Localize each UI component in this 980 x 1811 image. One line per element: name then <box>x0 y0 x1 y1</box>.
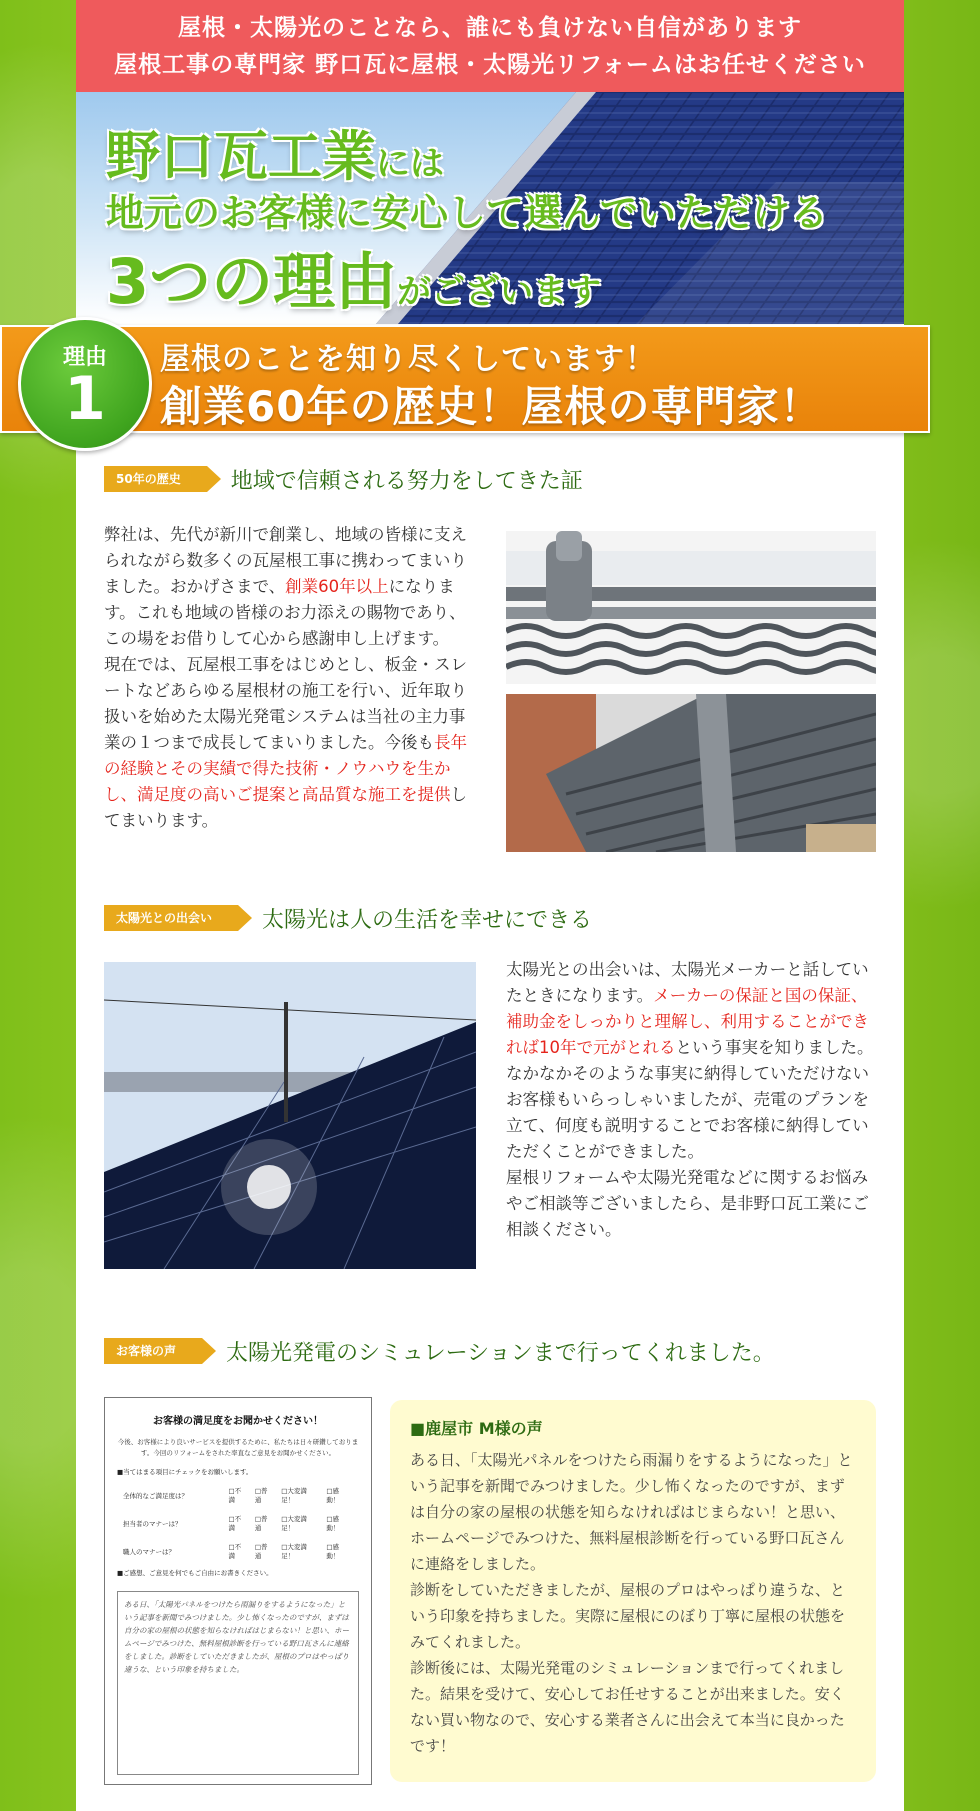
hero-subtitle: 地元のお客様に安心して選んでいただける <box>106 191 829 235</box>
hero-company: 野口瓦工業には <box>106 125 444 188</box>
customer-voice-box <box>390 1400 876 1782</box>
section-tag: 50年の歴史 <box>104 466 207 492</box>
solar-roof-photo <box>104 962 476 1269</box>
section-tag: お客様の声 <box>104 1338 202 1364</box>
voice-heading: ■鹿屋市 M様の声 <box>410 1419 543 1438</box>
card-question-row: 全体的なご満足度は？ □不満 □普通 □大変満足！ □感動！ <box>123 1487 340 1504</box>
hero-image <box>76 92 904 324</box>
section-history-header <box>104 465 583 493</box>
section-tag: 太陽光との出会い <box>104 905 238 931</box>
card-question-row: 担当者のマナーは？ □不満 □普通 □大変満足！ □感動！ <box>123 1515 340 1532</box>
section-solar-text: 太陽光との出会いは、太陽光メーカーと話していたときになります。メーカーの保証と国の保証、補助金をしっかりと理解し、利用することができれば10年で元がとれるという事実を知りました。 なかなかそのような事実に納得していただけないお客様もいらっしゃいましたが、売電のプランを立て、何度も説明することでお客様に納得していただくことができました。 屋根リフォームや太陽光発電などに関するお悩みやご相談等ございましたら、是非野口瓦工業にご相談ください。 <box>506 960 874 1239</box>
section-title: 太陽光は人の生活を幸せにできる <box>262 907 593 933</box>
reason-number: 1 <box>64 364 106 434</box>
card-question-row: 職人のマナーは？ □不満 □普通 □大変満足！ □感動！ <box>123 1543 340 1560</box>
banner-line-1: 屋根・太陽光のことなら、誰にも負けない自信があります <box>178 15 802 41</box>
card-check-label: ■当てはまる項目にチェックをお願いします。 <box>117 1468 253 1476</box>
banner-line-2: 屋根工事の専門家 野口瓦に屋根・太陽光リフォームはお任せください <box>114 52 866 78</box>
section-title: 地域で信頼される努力をしてきた証 <box>230 468 583 494</box>
reason-title-2: 創業60年の歴史！屋根の専門家！ <box>160 382 823 431</box>
section-title: 太陽光発電のシミュレーションまで行ってくれました。 <box>226 1340 775 1366</box>
card-comment-label: ■ご感想、ご意見を何でもご自由にお書きください。 <box>117 1569 273 1577</box>
reason-title-1: 屋根のことを知り尽くしています！ <box>160 342 656 377</box>
reason-label: 理由 <box>62 345 107 370</box>
roof-tile-photo-2 <box>506 694 876 852</box>
section-history-text: 弊社は、先代が新川で創業し、地域の皆様に支えられながら数多くの瓦屋根工事に携わってまいりました。おかげさまで、創業60年以上になります。これも地域の皆様のお力添えの賜物であり、この場をお借りして心から感謝申し上げます。 現在では、瓦屋根工事をはじめとし、板金・スレートなどあらゆる屋根材の施工を行い、近年取り扱いを始めた太陽光発電システムは当社の主力事業の１つまで成長してまいりました。今後も長年の経験とその実績で得た技術・ノウハウを生かし、満足度の高いご提案と高品質な施工を提供してまいります。 <box>104 525 467 830</box>
reason-badge <box>18 317 152 451</box>
card-intro: 今後、お客様により良いサービスを提供するために、私たちは日々研鑽しております。今回のリフォームをされた率直なご意見をお聞かせください。 <box>117 1438 359 1457</box>
section-voice-header <box>104 1337 775 1365</box>
card-title: お客様の満足度をお聞かせください！ <box>153 1416 323 1427</box>
hero-reasons: 3つの理由がございます <box>106 245 602 318</box>
top-banner <box>76 0 904 92</box>
section-solar-header <box>104 904 592 932</box>
customer-survey-card <box>104 1397 372 1785</box>
roof-tile-photo-1 <box>506 531 876 684</box>
handwritten-comment: ある日、「太陽光パネルをつけたら雨漏りをするようになった」という記事を新聞でみつけました。少し怖くなったのですが、まずは自分の家の屋根の状態を知らなければはじまらない！と思い、ホームページでみつけた、無料屋根診断を行っている野口瓦さんに連絡をしました。診断をしていただきましたが、屋根のプロはやっぱり違うな、という印象を持ちました。 <box>117 1591 359 1775</box>
voice-text: ある日、「太陽光パネルをつけたら雨漏りをするようになった」という記事を新聞でみつけました。少し怖くなったのですが、まずは自分の家の屋根の状態を知らなければはじまらない！と思い、ホームページでみつけた、無料屋根診断を行っている野口瓦さんに連絡をしました。 診断をしていただきましたが、屋根のプロはやっぱり違うな、という印象を持ちました。実際に屋根にのぼり丁寧に屋根の状態をみてくれました。 診断後には、太陽光発電のシミュレーションまで行ってくれました。結果を受けて、安心してお任せすることが出来ました。安くない買い物なので、安心する業者さんに出会えて本当に良かったです！ <box>410 1451 853 1755</box>
